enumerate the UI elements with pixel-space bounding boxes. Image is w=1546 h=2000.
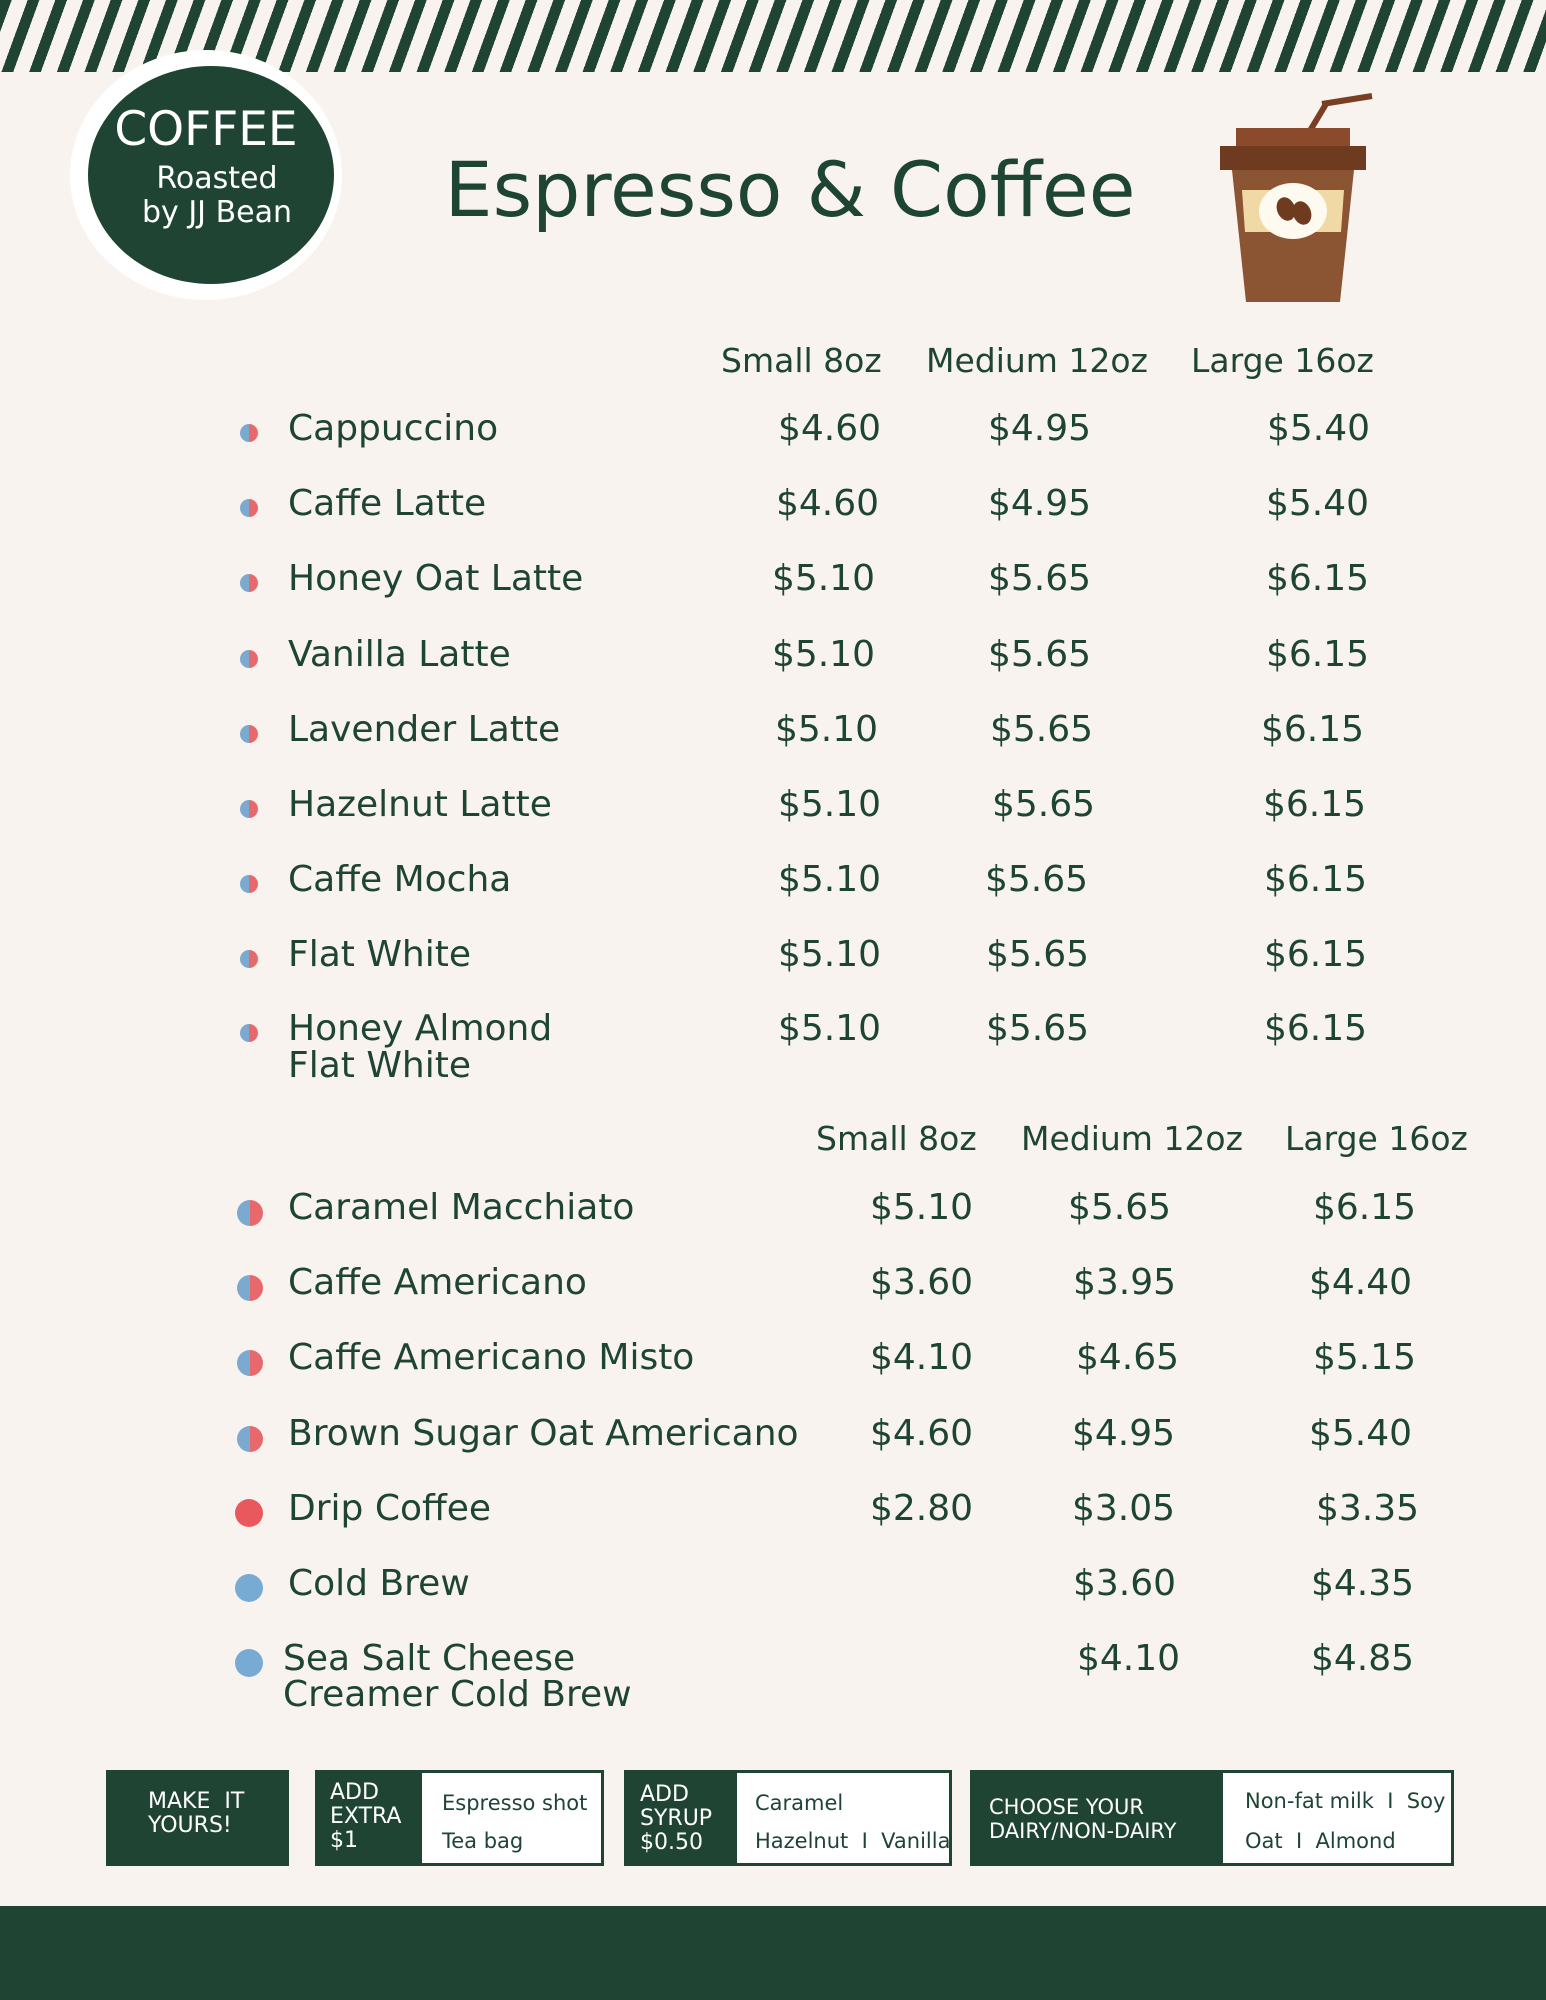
dairy-item: Non-fat milk I Soy xyxy=(1245,1789,1446,1813)
item-name: Hazelnut Latte xyxy=(288,784,552,825)
price-large: $6.15 xyxy=(1264,934,1368,975)
price-medium: $3.95 xyxy=(1073,1262,1177,1303)
bullet-icon xyxy=(240,424,258,442)
menu-row xyxy=(0,410,1546,470)
menu-row xyxy=(0,711,1546,771)
price-small: $4.10 xyxy=(870,1337,974,1378)
menu-row xyxy=(0,1010,1546,1095)
item-name: Lavender Latte xyxy=(288,709,561,750)
item-name: Brown Sugar Oat Americano xyxy=(288,1413,799,1454)
price-large: $6.15 xyxy=(1263,784,1367,825)
price-small: $5.10 xyxy=(772,558,876,599)
price-large: $4.35 xyxy=(1311,1563,1415,1604)
price-small: $4.60 xyxy=(776,483,880,524)
make-it-yours-label: MAKE IT YOURS! xyxy=(148,1789,245,1838)
item-name: Caramel Macchiato xyxy=(288,1187,635,1228)
bullet-icon xyxy=(235,1574,263,1602)
item-name: Honey Almond Flat White xyxy=(288,1008,553,1086)
price-medium: $3.05 xyxy=(1072,1488,1176,1529)
bullet-icon xyxy=(240,650,258,668)
price-large: $6.15 xyxy=(1264,1008,1368,1049)
menu-row xyxy=(0,1339,1546,1399)
extra-item: Espresso shot xyxy=(442,1791,588,1815)
item-name: Honey Oat Latte xyxy=(288,558,584,599)
section-2-header-large: Large 16oz xyxy=(1285,1119,1468,1158)
price-medium: $5.65 xyxy=(1068,1187,1172,1228)
price-medium: $5.65 xyxy=(992,784,1096,825)
bullet-icon xyxy=(240,875,258,893)
bullet-icon xyxy=(237,1426,263,1452)
item-name: Caffe Latte xyxy=(288,483,487,524)
price-small: $5.10 xyxy=(778,1008,882,1049)
badge-line-2: by JJ Bean xyxy=(142,195,292,230)
bullet-icon xyxy=(240,1024,258,1042)
bullet-icon xyxy=(240,499,258,517)
syrup-item: Caramel xyxy=(755,1791,844,1815)
bullet-icon xyxy=(235,1649,263,1677)
menu-row xyxy=(0,1490,1546,1550)
price-large: $6.15 xyxy=(1313,1187,1417,1228)
item-name: Caffe Americano xyxy=(288,1262,587,1303)
bullet-icon xyxy=(235,1499,263,1527)
price-large: $6.15 xyxy=(1266,558,1370,599)
section-2-header-medium: Medium 12oz xyxy=(1021,1119,1243,1158)
add-syrup-box xyxy=(624,1770,952,1866)
bullet-icon xyxy=(237,1275,263,1301)
price-small: $5.10 xyxy=(870,1187,974,1228)
item-name: Vanilla Latte xyxy=(288,634,511,675)
price-medium: $4.65 xyxy=(1076,1337,1180,1378)
section-1-header-large: Large 16oz xyxy=(1191,341,1374,380)
section-1-header-medium: Medium 12oz xyxy=(926,341,1148,380)
price-small: $5.10 xyxy=(778,934,882,975)
menu-row xyxy=(0,1640,1546,1720)
price-medium: $5.65 xyxy=(988,558,1092,599)
dairy-box xyxy=(970,1770,1454,1866)
price-large: $5.40 xyxy=(1309,1413,1413,1454)
price-large: $6.15 xyxy=(1264,859,1368,900)
price-medium: $5.65 xyxy=(986,1008,1090,1049)
menu-row xyxy=(0,861,1546,921)
menu-row xyxy=(0,936,1546,996)
price-medium: $4.10 xyxy=(1077,1638,1181,1679)
add-extra-box xyxy=(315,1770,604,1866)
price-large: $5.40 xyxy=(1267,408,1371,449)
menu-row xyxy=(0,786,1546,846)
price-medium: $4.95 xyxy=(1072,1413,1176,1454)
add-extra-label: ADD EXTRA $1 xyxy=(330,1780,402,1853)
price-medium: $3.60 xyxy=(1073,1563,1177,1604)
menu-row xyxy=(0,1264,1546,1324)
menu-row xyxy=(0,560,1546,620)
make-it-yours-box xyxy=(106,1770,289,1866)
price-large: $6.15 xyxy=(1266,634,1370,675)
item-name: Flat White xyxy=(288,934,472,975)
page-title: Espresso & Coffee xyxy=(444,145,1136,234)
price-medium: $5.65 xyxy=(990,709,1094,750)
menu-row xyxy=(0,485,1546,545)
bullet-icon xyxy=(237,1200,263,1226)
item-name: Caffe Americano Misto xyxy=(288,1337,695,1378)
price-small: $5.10 xyxy=(775,709,879,750)
item-name: Caffe Mocha xyxy=(288,859,512,900)
menu-row xyxy=(0,1415,1546,1475)
coffee-cup-icon xyxy=(1210,92,1380,304)
bullet-icon xyxy=(237,1350,263,1376)
section-2-header-small: Small 8oz xyxy=(816,1119,977,1158)
add-syrup-label-panel xyxy=(627,1773,737,1863)
item-name: Sea Salt Cheese Creamer Cold Brew xyxy=(283,1638,632,1715)
badge-line-1: Roasted xyxy=(156,161,278,196)
menu-row xyxy=(0,1565,1546,1625)
price-small: $5.10 xyxy=(778,859,882,900)
footer-bar xyxy=(0,1906,1546,2000)
dairy-label-panel xyxy=(973,1773,1223,1863)
dairy-item: Oat I Almond xyxy=(1245,1829,1396,1853)
price-medium: $5.65 xyxy=(985,859,1089,900)
price-large: $6.15 xyxy=(1261,709,1365,750)
price-medium: $5.65 xyxy=(988,634,1092,675)
price-large: $5.15 xyxy=(1313,1337,1417,1378)
item-name: Drip Coffee xyxy=(288,1488,492,1529)
dairy-label: CHOOSE YOUR DAIRY/NON-DAIRY xyxy=(989,1795,1177,1843)
item-name: Cappuccino xyxy=(288,408,499,449)
price-large: $4.40 xyxy=(1309,1262,1413,1303)
price-small: $5.10 xyxy=(778,784,882,825)
syrup-item: Hazelnut I Vanilla xyxy=(755,1829,951,1853)
price-medium: $4.95 xyxy=(988,408,1092,449)
price-medium: $4.95 xyxy=(988,483,1092,524)
bullet-icon xyxy=(240,574,258,592)
badge-title: COFFEE xyxy=(114,102,298,157)
extra-item: Tea bag xyxy=(442,1829,524,1853)
price-large: $4.85 xyxy=(1311,1638,1415,1679)
price-large: $3.35 xyxy=(1316,1488,1420,1529)
bullet-icon xyxy=(240,725,258,743)
price-small: $4.60 xyxy=(778,408,882,449)
menu-row xyxy=(0,636,1546,696)
price-small: $3.60 xyxy=(870,1262,974,1303)
price-small: $2.80 xyxy=(870,1488,974,1529)
coffee-badge xyxy=(88,66,334,284)
price-small: $4.60 xyxy=(870,1413,974,1454)
bullet-icon xyxy=(240,800,258,818)
price-medium: $5.65 xyxy=(986,934,1090,975)
add-extra-label-panel xyxy=(318,1773,422,1863)
bullet-icon xyxy=(240,950,258,968)
section-1-header-small: Small 8oz xyxy=(721,341,882,380)
price-large: $5.40 xyxy=(1266,483,1370,524)
add-syrup-label: ADD SYRUP $0.50 xyxy=(640,1782,713,1855)
item-name: Cold Brew xyxy=(288,1563,470,1604)
price-small: $5.10 xyxy=(772,634,876,675)
menu-row xyxy=(0,1189,1546,1249)
